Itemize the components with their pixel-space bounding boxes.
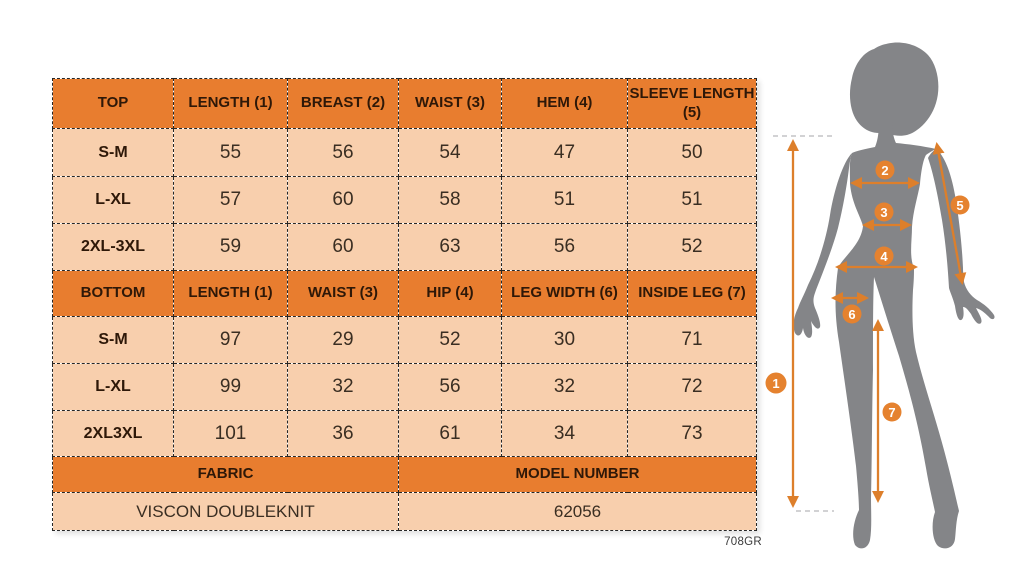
top-header-hem: HEM (4)	[502, 79, 628, 129]
value-cell: 54	[399, 129, 502, 177]
table-row	[53, 129, 757, 177]
fabric-header: FABRIC	[53, 457, 399, 493]
value-cell: 56	[399, 364, 502, 411]
value-cell: 101	[174, 411, 288, 457]
size-label: 2XL-3XL	[53, 224, 174, 271]
value-cell: 56	[288, 129, 399, 177]
top-header-length: LENGTH (1)	[174, 79, 288, 129]
silhouette-head	[850, 42, 938, 135]
value-cell: 47	[502, 129, 628, 177]
table-row	[53, 411, 757, 457]
bottom-header-row	[53, 271, 757, 317]
badge-1-label: 1	[772, 376, 780, 391]
value-cell: 32	[502, 364, 628, 411]
value-cell: 99	[174, 364, 288, 411]
product-code: 708GR	[724, 536, 762, 548]
measurement-figure	[760, 0, 1024, 571]
silhouette-right-arm	[928, 149, 995, 324]
badge-7-label: 7	[888, 405, 896, 420]
value-cell: 60	[288, 224, 399, 271]
value-cell: 58	[399, 177, 502, 224]
table-row	[53, 317, 757, 364]
size-label: S-M	[53, 317, 174, 364]
value-cell: 73	[628, 411, 757, 457]
badge-5	[951, 196, 970, 215]
badge-4-label: 4	[880, 249, 888, 264]
value-cell: 52	[628, 224, 757, 271]
bottom-header-waist: WAIST (3)	[288, 271, 399, 317]
value-cell: 63	[399, 224, 502, 271]
value-cell: 56	[502, 224, 628, 271]
value-cell: 29	[288, 317, 399, 364]
size-label: L-XL	[53, 364, 174, 411]
value-cell: 71	[628, 317, 757, 364]
badge-6-label: 6	[848, 307, 856, 322]
size-label: S-M	[53, 129, 174, 177]
table-row	[53, 177, 757, 224]
badge-3	[875, 203, 894, 222]
badge-5-label: 5	[956, 198, 964, 213]
value-cell: 51	[628, 177, 757, 224]
badge-3-label: 3	[880, 205, 888, 220]
size-label: 2XL3XL	[53, 411, 174, 457]
value-cell: 97	[174, 317, 288, 364]
value-cell: 57	[174, 177, 288, 224]
bottom-header-leg-width: LEG WIDTH (6)	[502, 271, 628, 317]
value-cell: 61	[399, 411, 502, 457]
body-silhouette-diagram	[760, 0, 1024, 571]
model-number-value: 62056	[399, 493, 757, 531]
value-cell: 60	[288, 177, 399, 224]
top-header-label: TOP	[53, 79, 174, 129]
value-cell: 59	[174, 224, 288, 271]
value-cell: 55	[174, 129, 288, 177]
top-header-row	[53, 79, 757, 129]
woman-silhouette	[794, 42, 995, 548]
top-header-sleeve-length: SLEEVE LENGTH (5)	[628, 79, 757, 129]
value-cell: 50	[628, 129, 757, 177]
fabric-header-row	[53, 457, 757, 493]
top-header-waist: WAIST (3)	[399, 79, 502, 129]
model-number-header: MODEL NUMBER	[399, 457, 757, 493]
badge-7	[883, 403, 902, 422]
bottom-header-hip: HIP (4)	[399, 271, 502, 317]
table-row	[53, 364, 757, 411]
value-cell: 36	[288, 411, 399, 457]
badge-4	[875, 247, 894, 266]
badge-1	[766, 373, 787, 394]
top-header-breast: BREAST (2)	[288, 79, 399, 129]
fabric-value: VISCON DOUBLEKNIT	[53, 493, 399, 531]
bottom-header-label: BOTTOM	[53, 271, 174, 317]
bottom-header-length: LENGTH (1)	[174, 271, 288, 317]
size-label: L-XL	[53, 177, 174, 224]
bottom-header-inside-leg: INSIDE LEG (7)	[628, 271, 757, 317]
value-cell: 30	[502, 317, 628, 364]
table-row	[53, 224, 757, 271]
value-cell: 51	[502, 177, 628, 224]
value-cell: 34	[502, 411, 628, 457]
fabric-value-row	[53, 493, 757, 531]
badge-2-label: 2	[881, 163, 889, 178]
value-cell: 72	[628, 364, 757, 411]
size-chart-table	[52, 78, 757, 531]
value-cell: 32	[288, 364, 399, 411]
badge-2	[876, 161, 895, 180]
value-cell: 52	[399, 317, 502, 364]
badge-6	[843, 305, 862, 324]
